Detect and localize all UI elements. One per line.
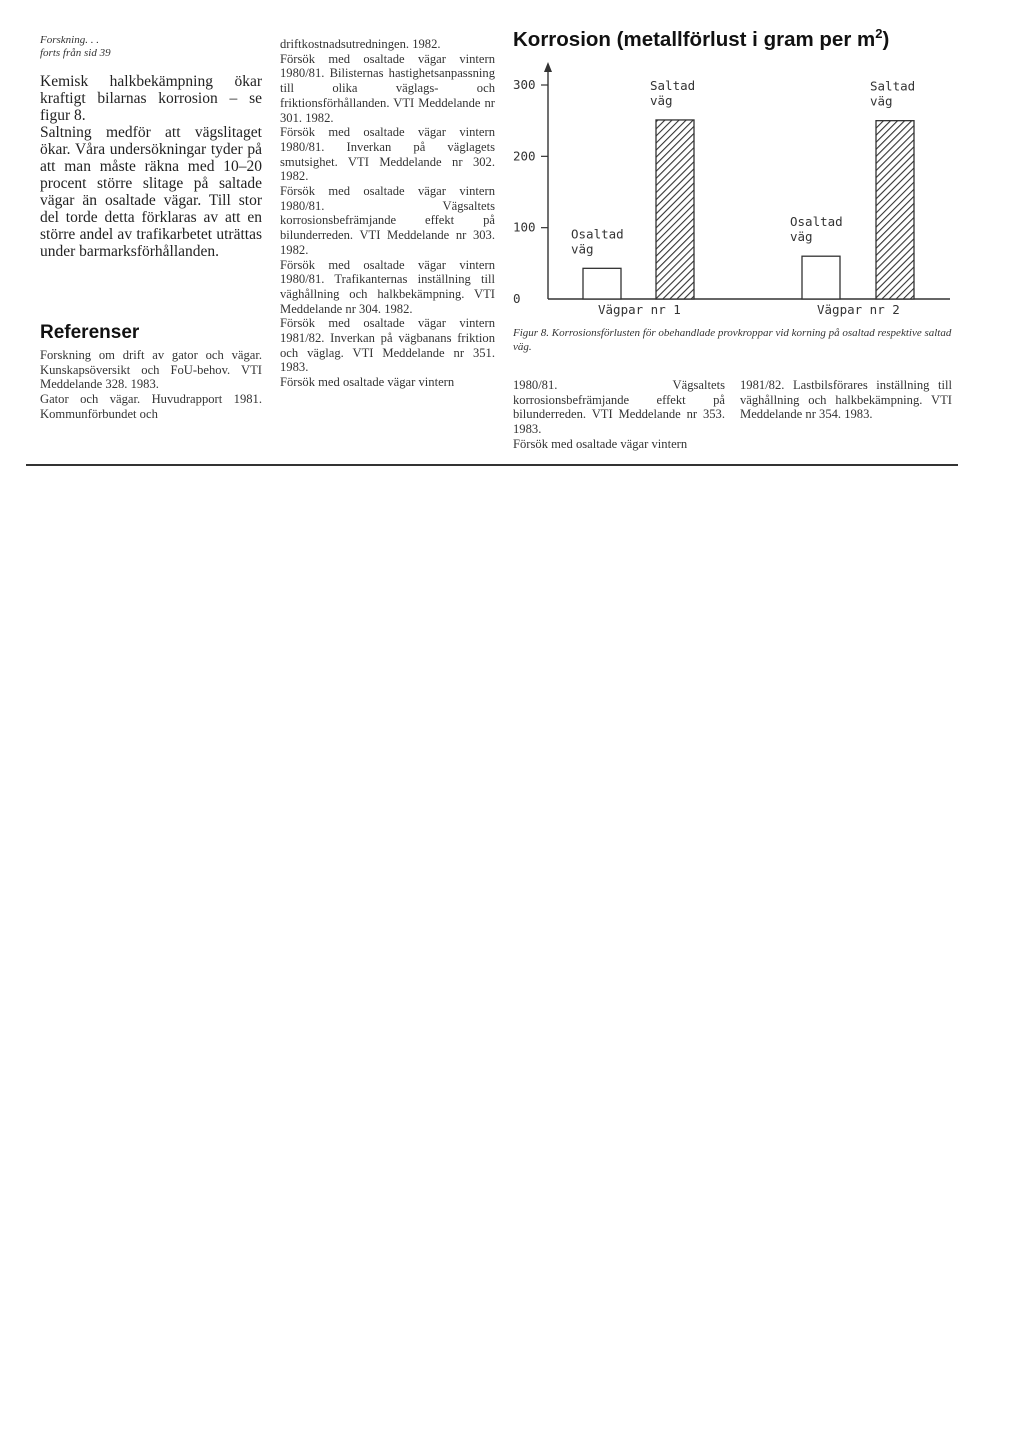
page-bottom-rule — [26, 464, 958, 466]
y-tick-label: 200 — [513, 148, 536, 164]
section-name: Forskning. . . — [40, 34, 99, 46]
corrosion-bar-chart — [505, 60, 955, 332]
reference-item: Gator och vägar. Huvudrapport 1981. Kommunförbundet och — [40, 392, 262, 421]
reference-item: Försök med osaltade vägar vintern — [513, 436, 688, 451]
y-tick-label: 0 — [513, 291, 521, 306]
bar-saltad — [876, 121, 914, 299]
references-column-1 — [40, 348, 262, 422]
reference-item: Försök med osaltade vägar vintern 1980/81. Inverkan på väglagets smutsighet. VTI Meddelande nr 302. 1982. — [280, 125, 495, 184]
chart-title-tail: ) — [882, 27, 890, 51]
lead-paragraph: Kemisk halkbekämpning ökar kraftigt bilarnas korrosion – se figur 8. — [40, 73, 262, 124]
bar-label: Saltad — [650, 77, 696, 93]
reference-item: Försök med osaltade vägar vintern 1980/81. Bilisternas hastighetsanpassning till olika väglags- och friktionsförhållanden. VTI Meddelande nr 301. 1982. — [280, 51, 495, 125]
lead-paragraph: Saltning medför att vägslitaget ökar. Våra undersökningar tyder på att man måste räkna med 10–20 procent större slitage på saltade vägar än osaltade vägar. Till stor del torde detta förklaras av att en större andel av trafikarbetet uträttas under barmarksförhållanden. — [40, 124, 262, 260]
references-column-3 — [513, 378, 725, 452]
reference-item: Forskning om drift av gator och vägar. Kunskapsöversikt och FoU-behov. VTI Meddelande 328. 1983. — [40, 348, 262, 392]
bar-osaltad — [583, 268, 621, 299]
chart-bars — [583, 120, 914, 299]
reference-item: 1981/82. Lastbilsförares inställning till väghållning och halkbekämpning. VTI Meddelande nr 354. 1983. — [740, 378, 952, 422]
reference-item: Försök med osaltade vägar vintern — [280, 375, 455, 390]
bar-label: Osaltad — [571, 226, 624, 242]
chart-title-text: Korrosion (metallförlust i gram per m — [513, 27, 876, 51]
bar-label: väg — [870, 93, 893, 109]
y-tick-label: 300 — [513, 77, 536, 92]
reference-item: Försök med osaltade vägar vintern 1980/81. Trafikanternas inställning till väghållning och halkbekämpning. VTI Meddelande nr 304. 1982. — [280, 257, 495, 316]
x-category-label: Vägpar nr 1 — [598, 302, 681, 317]
chart-title-superscript: 2 — [875, 26, 883, 41]
bar-label: väg — [571, 241, 594, 257]
bar-saltad — [656, 120, 694, 299]
reference-item: Försök med osaltade vägar vintern 1980/81. Vägsaltets korrosionsbefrämjande effekt på bilunderreden. VTI Meddelande nr 303. 1982. — [280, 184, 495, 257]
bar-label: Osaltad — [790, 214, 843, 230]
section-kicker — [40, 34, 111, 60]
lead-text — [40, 73, 262, 260]
bar-label: Saltad — [870, 78, 916, 94]
figure-caption: Figur 8. Korrosionsförlusten för obehandlade provkroppar vid korning på osaltad respektive saltad väg. — [513, 327, 952, 353]
reference-item: Försök med osaltade vägar vintern 1981/82. Inverkan på vägbanans friktion och väglag. VTI Meddelande nr 351. 1983. — [280, 316, 495, 375]
x-category-label: Vägpar nr 2 — [817, 302, 900, 317]
chart-title — [513, 26, 889, 52]
reference-item: 1980/81. Vägsaltets korrosionsbefrämjande effekt på bilunderreden. VTI Meddelande nr 353. 1983. — [513, 378, 725, 437]
chart-labels — [571, 78, 915, 317]
reference-item: driftkostnadsutredningen. 1982. — [280, 37, 441, 51]
references-column-2 — [280, 37, 495, 390]
references-column-4 — [740, 378, 952, 422]
bar-osaltad — [802, 256, 840, 299]
references-heading: Referenser — [40, 322, 140, 343]
bar-label: väg — [790, 229, 813, 245]
y-tick-label: 100 — [513, 219, 536, 235]
y-axis-arrow — [544, 62, 552, 72]
continued-from: forts från sid 39 — [40, 47, 111, 59]
bar-label: väg — [650, 92, 673, 108]
